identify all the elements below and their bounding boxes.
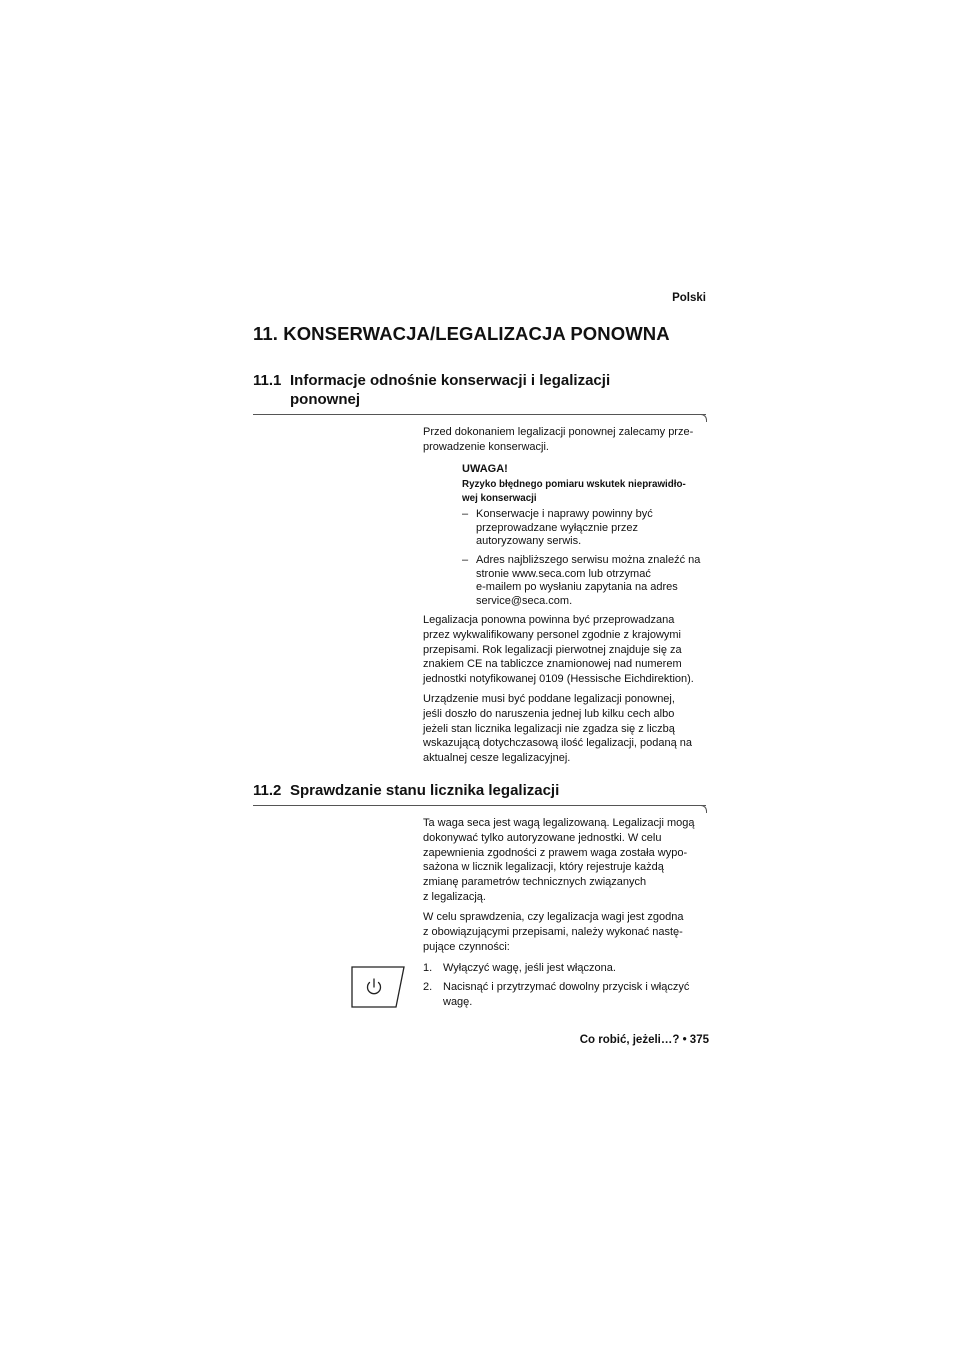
step-number: 1. (423, 962, 433, 974)
section-1-title-line2: ponownej (290, 391, 360, 408)
section-1-title-line1: Informacje odnośnie konserwacji i legalizacji (290, 372, 611, 389)
chapter-title: 11. KONSERWACJA/LEGALIZACJA PONOWNA (253, 323, 670, 344)
paragraph-line: W celu sprawdzenia, czy legalizacja wagi jest zgodna (423, 911, 684, 923)
power-button-icon (351, 966, 405, 1008)
paragraph-line: sażona w licznik legalizacji, który rejestruje każdą (423, 861, 664, 874)
paragraph-line: przez wykwalifikowany personel zgodnie z krajowymi (423, 628, 681, 641)
section-1-heading (253, 371, 610, 409)
bullet-line: Konserwacje i naprawy powinny być (476, 508, 653, 520)
bullet-line: autoryzowany serwis. (476, 535, 582, 548)
bullet-dash: – (462, 508, 469, 520)
paragraph-line: Legalizacja ponowna powinna być przeprowadzana (423, 614, 675, 626)
section-2-paragraph-2 (423, 910, 713, 954)
paragraph-line: dokonywać tylko autoryzowane jednostki. W celu (423, 831, 662, 844)
paragraph-line: zmianę parametrów technicznych związanych (423, 876, 647, 889)
warning-subtitle-line: Ryzyko błędnego pomiaru wskutek nieprawidło- (462, 479, 686, 490)
language-label: Polski (672, 292, 706, 304)
paragraph-line: znakiem CE na tabliczce znamionowej nad numerem (423, 658, 682, 671)
section-1-rule-hook (701, 414, 707, 422)
paragraph-line: Ta waga seca jest wagą legalizowaną. Legalizacji mogą (423, 817, 695, 829)
bullet-line: przeprowadzane wyłącznie przez (476, 521, 639, 534)
section-1-intro (423, 425, 713, 455)
section-2-title: Sprawdzanie stanu licznika legalizacji (290, 782, 560, 799)
step-number: 2. (423, 981, 433, 993)
paragraph-line: jednostki notyfikowanej 0109 (Hessische Eichdirektion). (423, 673, 694, 686)
section-1-paragraph-2 (423, 613, 713, 687)
paragraph-line: przepisami. Rok legalizacji pierwotnej znajduje się za (423, 643, 682, 656)
intro-line: Przed dokonaniem legalizacji ponownej zalecamy prze- (423, 426, 694, 438)
warning-title: UWAGA! (462, 463, 508, 475)
step-line: Wyłączyć wagę, jeśli jest włączona. (443, 962, 616, 974)
warning-subtitle (462, 478, 714, 505)
section-1-rule (253, 414, 706, 415)
warning-subtitle-line: wej konserwacji (462, 492, 537, 504)
paragraph-line: Urządzenie musi być poddane legalizacji ponownej, (423, 693, 675, 705)
paragraph-line: jeśli doszło do naruszenia jednej lub kilku cech albo (423, 707, 675, 720)
step-line: Nacisnąć i przytrzymać dowolny przycisk i włączyć (443, 981, 690, 993)
warning-bullet (462, 508, 714, 549)
paragraph-line: jeżeli stan licznika legalizacji nie zgadza się z liczbą (423, 722, 675, 735)
intro-line: prowadzenie konserwacji. (423, 440, 549, 453)
bullet-line: e-mailem po wysłaniu zapytania na adres (476, 581, 678, 594)
paragraph-line: pujące czynności: (423, 940, 510, 953)
section-2-rule (253, 805, 706, 806)
bullet-line: stronie www.seca.com lub otrzymać (476, 567, 651, 580)
paragraph-line: z obowiązującymi przepisami, należy wykonać nastę- (423, 925, 683, 938)
section-2-number: 11.2 (253, 782, 282, 799)
section-1-number: 11.1 (253, 372, 282, 389)
page-footer: Co robić, jeżeli…? • 375 (579, 1034, 709, 1046)
bullet-line: Adres najbliższego serwisu można znaleźć na (476, 554, 701, 566)
paragraph-line: zapewnienia zgodności z prawem waga została wypo- (423, 846, 688, 859)
bullet-dash: – (462, 554, 469, 566)
section-2-rule-hook (701, 805, 707, 813)
paragraph-line: aktualnej cesze legalizacyjnej. (423, 752, 571, 765)
paragraph-line: wskazującą dotychczasową ilość legalizacji, podaną na (423, 737, 693, 750)
step-line: wagę. (443, 995, 473, 1008)
bullet-line: service@seca.com. (476, 594, 573, 607)
section-2-heading (253, 781, 559, 800)
step-item (423, 980, 713, 1010)
section-1-paragraph-3 (423, 692, 713, 766)
warning-bullet (462, 554, 714, 608)
section-2-paragraph-1 (423, 816, 713, 905)
paragraph-line: z legalizacją. (423, 890, 486, 903)
step-item (423, 961, 713, 976)
